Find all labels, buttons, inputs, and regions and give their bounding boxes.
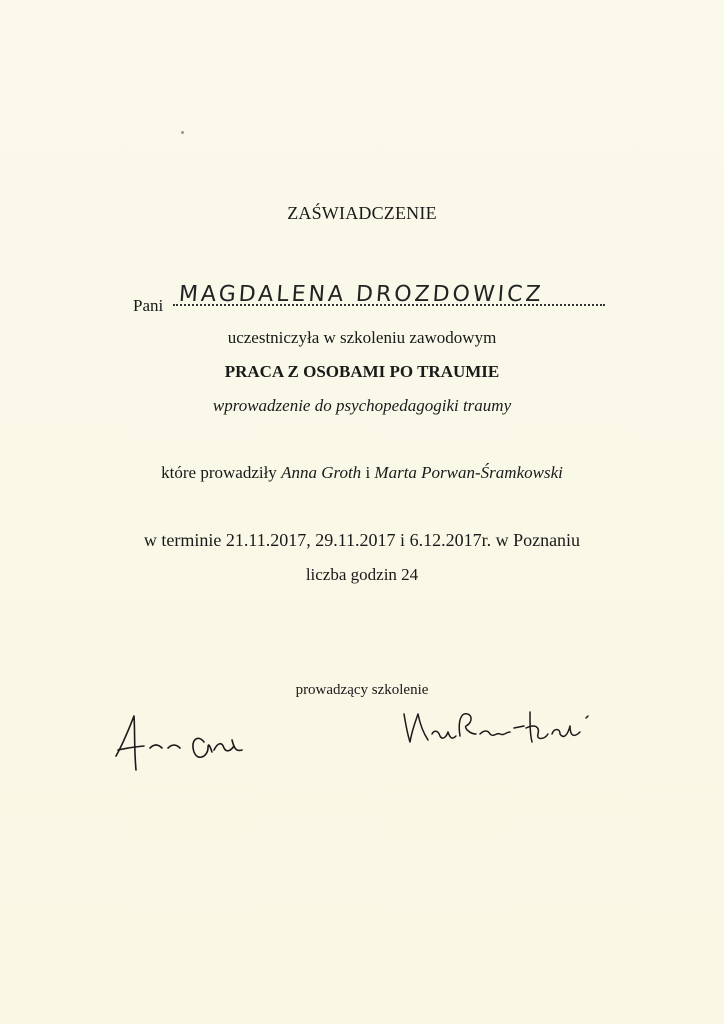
instructor-1: Anna Groth xyxy=(281,463,362,482)
course-title: PRACA Z OSOBAMI PO TRAUMIE xyxy=(224,362,500,381)
dates-text: w terminie 21.11.2017, 29.11.2017 i 6.12.2017r. w Poznaniu xyxy=(143,530,581,550)
instructors-conjunction: i xyxy=(365,463,371,482)
signature-left-icon xyxy=(112,712,262,782)
signature-label: prowadzący szkolenie xyxy=(295,682,429,698)
instructors-line xyxy=(0,463,724,483)
participant-name: MAGDALENA DROZDOWICZ xyxy=(178,282,545,307)
paper-speck xyxy=(181,131,184,134)
course-subtitle: wprowadzenie do psychopedagogiki traumy xyxy=(212,396,512,415)
salutation: Pani xyxy=(133,296,164,315)
instructor-2: Marta Porwan-Śramkowski xyxy=(374,463,563,482)
certificate-title: ZAŚWIADCZENIE xyxy=(287,203,437,223)
participation-text: uczestniczyła w szkoleniu zawodowym xyxy=(227,328,497,347)
hours-text: liczba godzin 24 xyxy=(305,565,419,584)
instructors-prefix: które prowadziły xyxy=(161,463,277,482)
signature-right-icon xyxy=(398,704,598,760)
